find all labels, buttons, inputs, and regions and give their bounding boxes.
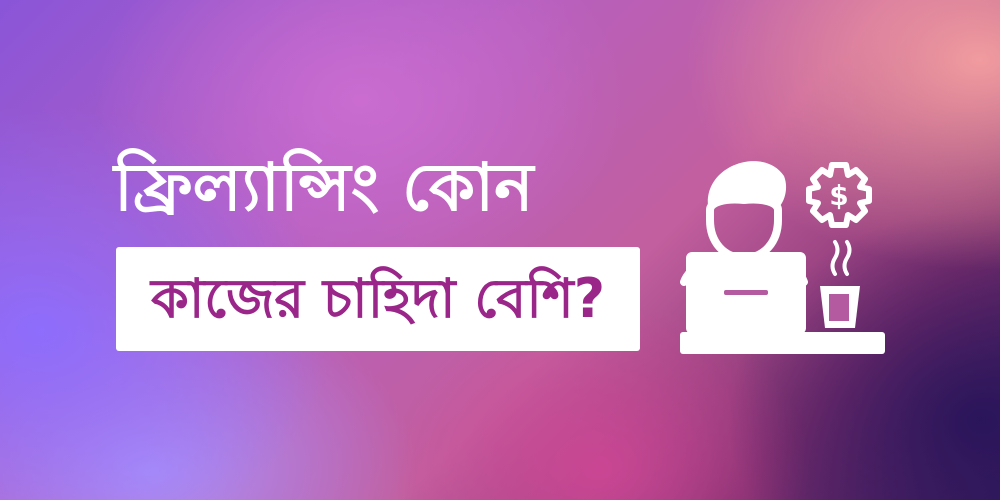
- subtitle-box: [116, 247, 640, 351]
- dollar-symbol: $: [829, 179, 849, 212]
- title-line-2: কাজের চাহিদা বেশি?: [150, 267, 606, 330]
- coffee-cup-icon: [820, 242, 860, 328]
- dollar-gear-icon: [809, 165, 869, 225]
- freelancer-illustration: [680, 148, 885, 354]
- title-line-1: ফ্রিল্যান্সিং কোন: [114, 149, 534, 226]
